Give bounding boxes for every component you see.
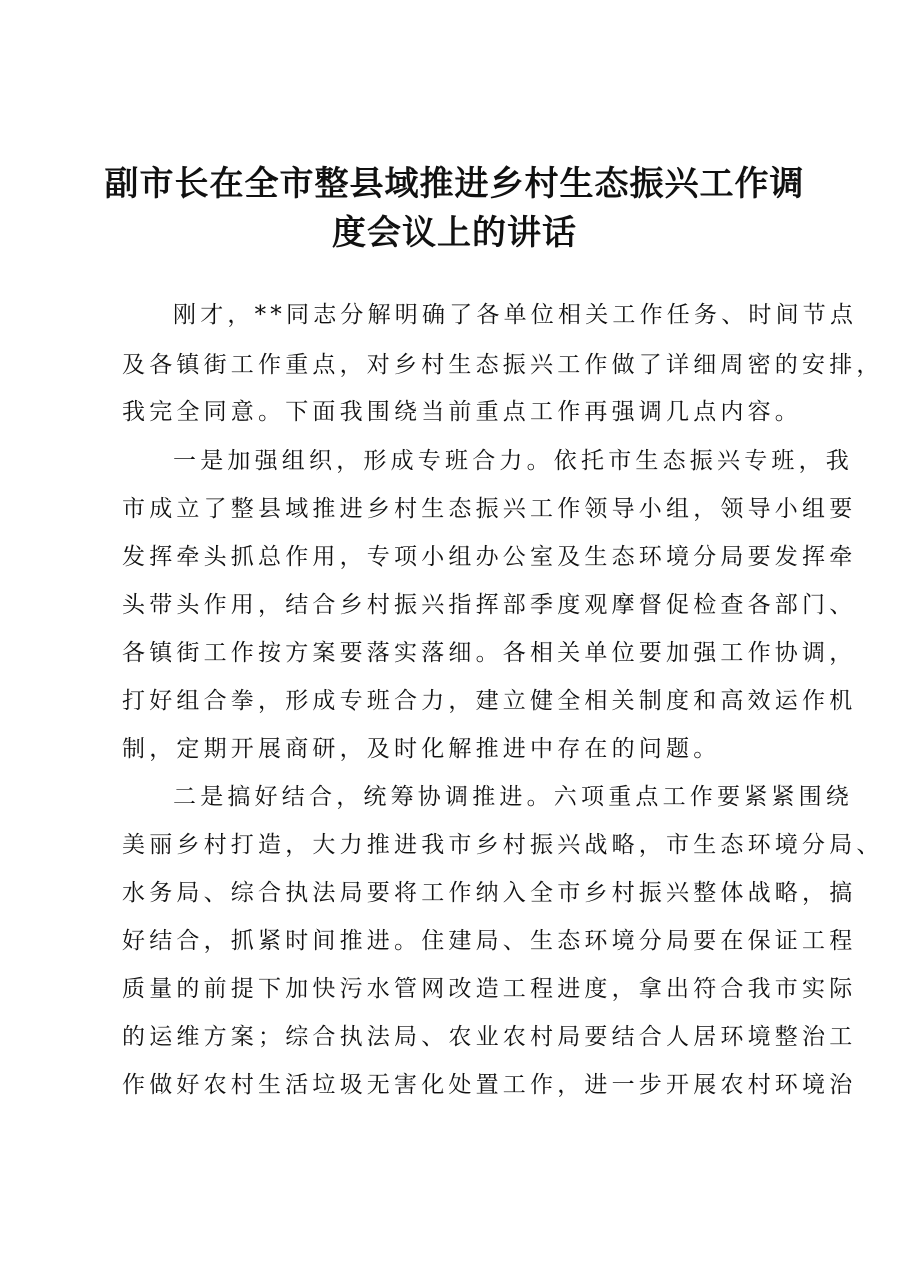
body-line: 我完全同意。下面我围绕当前重点工作再强调几点内容。 — [122, 399, 802, 425]
body-line: 刚才，**同志分解明确了各单位相关工作任务、时间节点 — [173, 302, 858, 328]
body-line: 美丽乡村打造，大力推进我市乡村振兴战略，市生态环境分局、 — [122, 832, 884, 858]
body-line: 作做好农村生活垃圾无害化处置工作，进一步开展农村环境治 — [122, 1072, 857, 1098]
document-title-line-1: 副市长在全市整县域推进乡村生态振兴工作调 — [104, 164, 805, 204]
body-line: 各镇街工作按方案要落实落细。各相关单位要加强工作协调， — [122, 640, 857, 666]
body-line: 及各镇街工作重点，对乡村生态振兴工作做了详细周密的安排， — [122, 352, 884, 378]
body-line: 打好组合拳，形成专班合力，建立健全相关制度和高效运作机 — [122, 688, 857, 714]
body-line: 制，定期开展商研，及时化解推进中存在的问题。 — [122, 736, 721, 762]
body-line: 二是搞好结合，统筹协调推进。六项重点工作要紧紧围绕 — [173, 784, 853, 810]
body-line: 发挥牵头抓总作用，专项小组办公室及生态环境分局要发挥牵 — [122, 544, 857, 570]
body-line: 好结合，抓紧时间推进。住建局、生态环境分局要在保证工程 — [122, 928, 857, 954]
body-line: 市成立了整县域推进乡村生态振兴工作领导小组，领导小组要 — [122, 496, 857, 522]
body-line: 的运维方案；综合执法局、农业农村局要结合人居环境整治工 — [122, 1024, 857, 1050]
document-title-line-2: 度会议上的讲话 — [332, 213, 577, 253]
body-line: 质量的前提下加快污水管网改造工程进度，拿出符合我市实际 — [122, 976, 857, 1002]
body-line: 头带头作用，结合乡村振兴指挥部季度观摩督促检查各部门、 — [122, 592, 857, 618]
body-line: 水务局、综合执法局要将工作纳入全市乡村振兴整体战略，搞 — [122, 880, 857, 906]
body-line: 一是加强组织，形成专班合力。依托市生态振兴专班，我 — [173, 448, 853, 474]
